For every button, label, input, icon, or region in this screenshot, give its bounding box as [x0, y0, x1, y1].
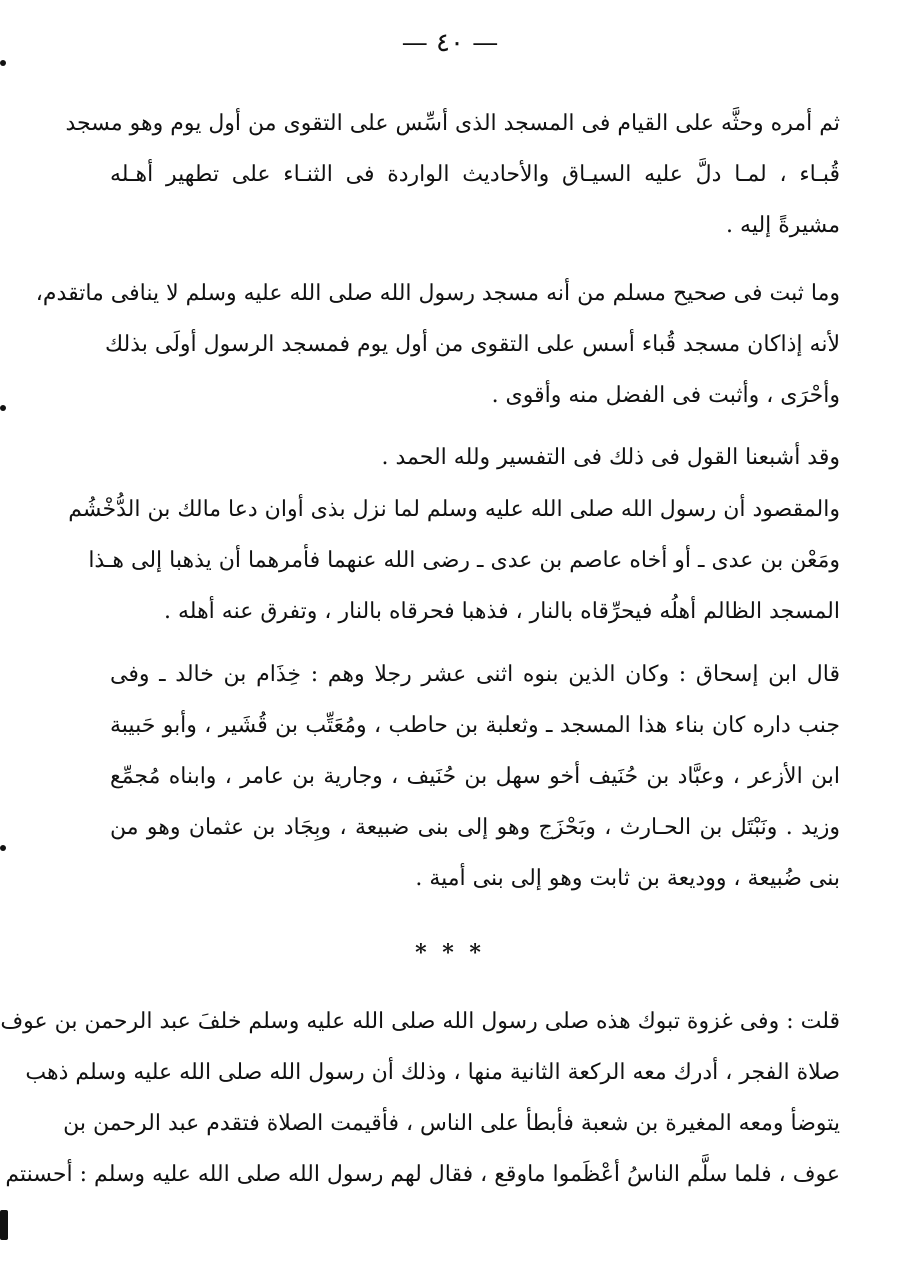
paragraph-line: ثم أمره وحثَّه على القيام فى المسجد الذى أسِّس على التقوى من أول يوم وهو مسجد: [65, 111, 840, 136]
paragraph-5: [110, 649, 840, 904]
paragraph-4: [68, 484, 840, 637]
paragraph-line: مشيرةً إليه .: [726, 213, 840, 238]
paragraph-line: لأنه إذاكان مسجد قُباء أسس على التقوى من أول يوم فمسجد الرسول أولَى بذلك: [104, 332, 840, 357]
scan-margin-mark: [0, 845, 6, 851]
scan-margin-mark: [0, 405, 6, 411]
paragraph-line: وأحْرَى ، وأثبت فى الفضل منه وأقوى .: [491, 383, 840, 408]
paragraph-line: وقد أشبعنا القول فى ذلك فى التفسير ولله الحمد .: [381, 445, 840, 470]
paragraph-line: عوف ، فلما سلَّم الناسُ أعْظَموا ماوقع ، فقال لهم رسول الله صلى الله عليه وسلم : أحسنتم: [5, 1162, 840, 1187]
paragraph-line: والمقصود أن رسول الله صلى الله عليه وسلم لما نزل بذى أوان دعا مالك بن الدُّخْشُم: [68, 497, 840, 522]
paragraph-line: قُبـاء ، لمـا دلَّ عليه السيـاق والأحاديث الواردة فى الثنـاء على تطهير أهـله: [110, 162, 840, 187]
paragraph-line: جنب داره كان بناء هذا المسجد ـ وثعلبة بن حاطب ، ومُعَتِّب بن قُشَير ، وأبو حَبيبة: [110, 713, 840, 738]
paragraph-3: [110, 432, 840, 483]
section-separator: * * *: [415, 940, 485, 966]
paragraph-line: يتوضأ ومعه المغيرة بن شعبة فأبطأ على الناس ، فأقيمت الصلاة فتقدم عبد الرحمن بن: [63, 1111, 840, 1136]
scan-margin-mark: [0, 1210, 8, 1240]
paragraph-line: بنى ضُبيعة ، ووديعة بن ثابت وهو إلى بنى أمية .: [415, 866, 840, 891]
paragraph-2: [35, 268, 840, 421]
paragraph-line: قال ابن إسحاق : وكان الذين بنوه اثنى عشر رجلا وهم : خِذَام بن خالد ـ وفى: [110, 662, 840, 687]
paragraph-line: ابن الأزعر ، وعبَّاد بن حُنَيف أخو سهل بن حُنَيف ، وجارية بن عامر ، وابناه مُجمِّع: [110, 764, 840, 789]
paragraph-line: وما ثبت فى صحيح مسلم من أنه مسجد رسول الله صلى الله عليه وسلم لا ينافى ماتقدم،: [35, 281, 840, 306]
paragraph-6: [0, 996, 840, 1200]
scan-margin-mark: [0, 60, 6, 66]
paragraph-line: وزيد . ونَبْتَل بن الحـارث ، وبَحْزَج وهو إلى بنى ضبيعة ، وبِجَاد بن عثمان وهو من: [110, 815, 840, 840]
paragraph-line: المسجد الظالم أهلُه فيحرِّقاه بالنار ، فذهبا فحرقاه بالنار ، وتفرق عنه أهله .: [164, 599, 840, 624]
paragraph-line: ومَعْن بن عدى ـ أو أخاه عاصم بن عدى ـ رضى الله عنهما فأمرهما أن يذهبا إلى هـذا: [88, 548, 840, 573]
paragraph-line: قلت : وفى غزوة تبوك هذه صلى رسول الله صلى الله عليه وسلم خلفَ عبد الرحمن بن عوف: [0, 1009, 840, 1034]
paragraph-line: صلاة الفجر ، أدرك معه الركعة الثانية منها ، وذلك أن رسول الله صلى الله عليه وسلم ذهب: [25, 1060, 840, 1085]
page-number: — ٤٠ —: [401, 28, 499, 58]
paragraph-1: [65, 98, 840, 251]
